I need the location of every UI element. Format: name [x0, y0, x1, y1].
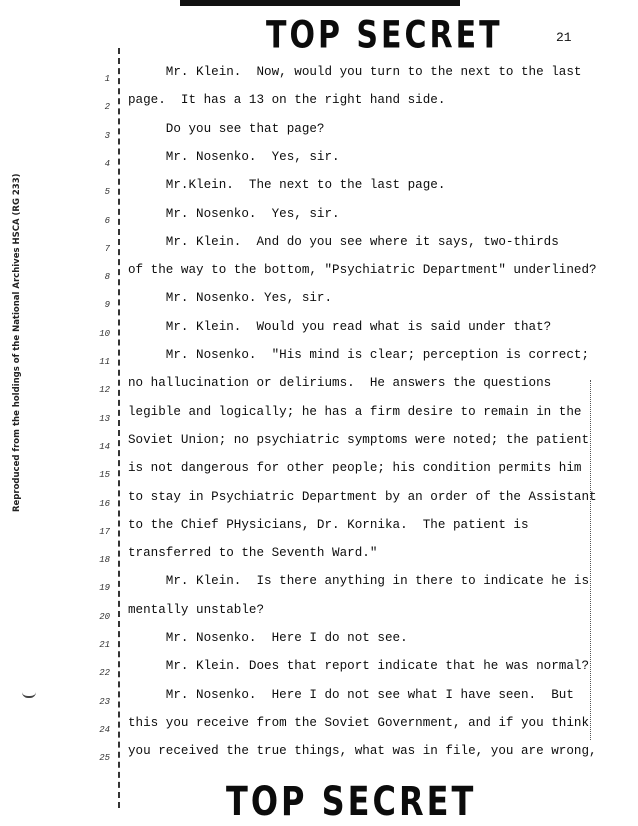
line-number: 8: [104, 272, 110, 282]
left-margin-rule: [118, 48, 122, 808]
line-number: 13: [99, 414, 110, 424]
transcript-line: no hallucination or deliriums. He answers the questions: [128, 376, 552, 390]
transcript-line: Mr. Nosenko. "His mind is clear; perception is correct;: [128, 348, 590, 362]
line-number: 16: [99, 499, 110, 509]
transcript-line: transferred to the Seventh Ward.": [128, 546, 378, 560]
right-margin-rule: [590, 380, 592, 740]
line-number: 11: [99, 357, 110, 367]
line-number: 19: [99, 583, 110, 593]
line-number: 12: [99, 385, 110, 395]
transcript-line: Mr. Klein. And do you see where it says, two-thirds: [128, 235, 559, 249]
transcript-line: to stay in Psychiatric Department by an order of the Assistant: [128, 490, 597, 504]
transcript-line: legible and logically; he has a firm desire to remain in the: [128, 405, 582, 419]
transcript-line: Mr. Nosenko. Yes, sir.: [128, 291, 333, 305]
transcript-line: Mr. Nosenko. Yes, sir.: [128, 150, 340, 164]
transcript-line: Mr. Klein. Does that report indicate that he was normal?: [128, 659, 590, 673]
transcript-line: Mr. Klein. Would you read what is said under that?: [128, 320, 552, 334]
transcript-line: mentally unstable?: [128, 603, 265, 617]
line-number: 3: [104, 131, 110, 141]
line-number: 21: [99, 640, 110, 650]
line-number: 25: [99, 753, 110, 763]
transcript-line: is not dangerous for other people; his condition permits him: [128, 461, 582, 475]
line-number: 9: [104, 300, 110, 310]
transcript-line: Mr.Klein. The next to the last page.: [128, 178, 446, 192]
transcript-line: this you receive from the Soviet Government, and if you think: [128, 716, 590, 730]
line-number: 10: [99, 329, 110, 339]
line-number: 14: [99, 442, 110, 452]
transcript-line: page. It has a 13 on the right hand side.: [128, 93, 446, 107]
archive-margin-note: Reproduced from the holdings of the National Archives HSCA (RG 233): [12, 173, 22, 512]
transcript-line: to the Chief PHysicians, Dr. Kornika. The patient is: [128, 518, 529, 532]
line-number: 23: [99, 697, 110, 707]
line-number: 6: [104, 216, 110, 226]
transcript-line: Mr. Nosenko. Here I do not see.: [128, 631, 408, 645]
margin-pen-mark: [22, 692, 36, 698]
transcript-line: you received the true things, what was in file, you are wrong,: [128, 744, 597, 758]
transcript-line: Soviet Union; no psychiatric symptoms were noted; the patient: [128, 433, 590, 447]
transcript-line: Mr. Nosenko. Yes, sir.: [128, 207, 340, 221]
line-number: 17: [99, 527, 110, 537]
transcript-line: Mr. Klein. Now, would you turn to the next to the last: [128, 65, 582, 79]
line-number: 2: [104, 102, 110, 112]
transcript-line: Do you see that page?: [128, 122, 325, 136]
top-edge-bar: [180, 0, 460, 6]
transcript-line: Mr. Klein. Is there anything in there to indicate he is: [128, 574, 590, 588]
line-number: 18: [99, 555, 110, 565]
line-number: 20: [99, 612, 110, 622]
top-secret-stamp-header: TOP SECRET: [266, 13, 503, 58]
line-number: 7: [104, 244, 110, 254]
line-number: 5: [104, 187, 110, 197]
top-secret-stamp-footer: TOP SECRET: [226, 777, 477, 825]
transcript-line: Mr. Nosenko. Here I do not see what I have seen. But: [128, 688, 574, 702]
line-number: 24: [99, 725, 110, 735]
line-number: 1: [104, 74, 110, 84]
line-number: 15: [99, 470, 110, 480]
line-number: 4: [104, 159, 110, 169]
page-number: 21: [556, 30, 572, 45]
transcript-line: of the way to the bottom, "Psychiatric Department" underlined?: [128, 263, 597, 277]
line-number: 22: [99, 668, 110, 678]
